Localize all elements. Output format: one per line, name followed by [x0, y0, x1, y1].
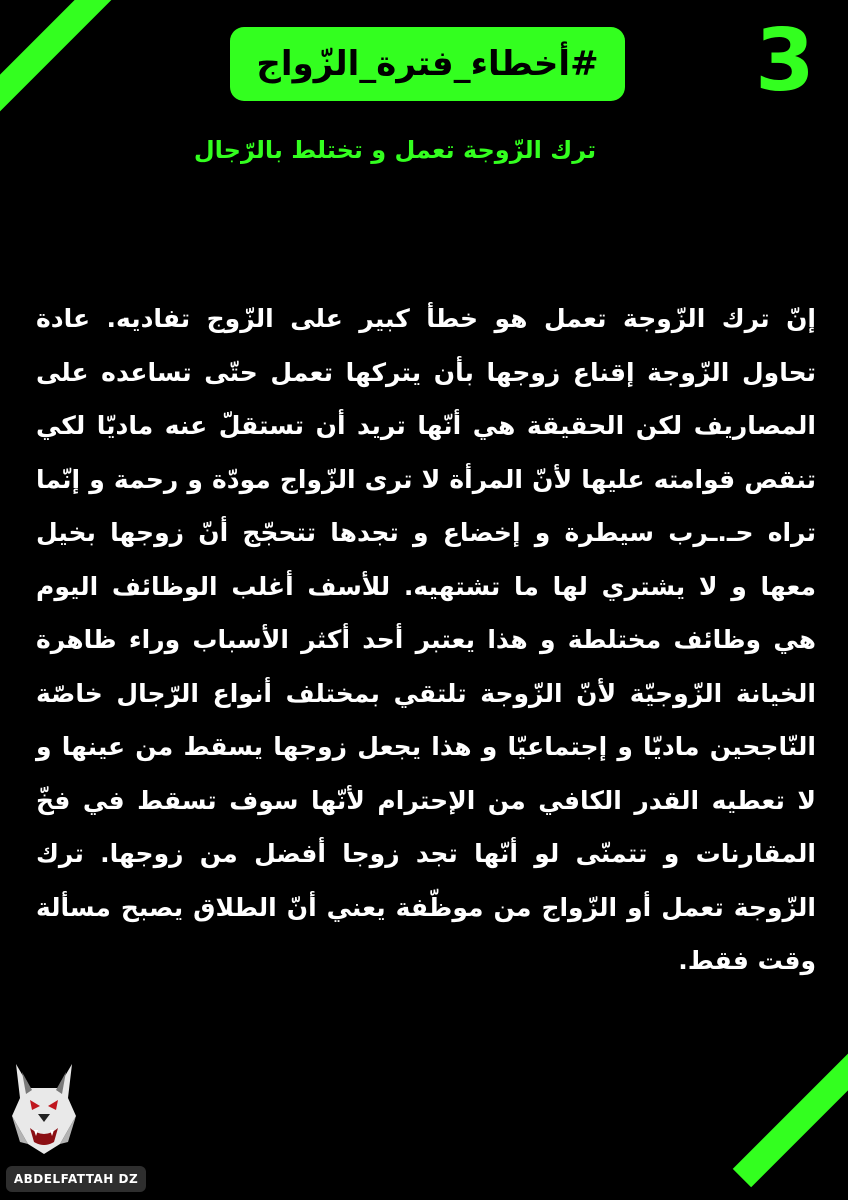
decorative-stripe-bottom-right — [733, 957, 848, 1188]
hashtag-title: #أخطاء_فترة_الزّواج — [256, 44, 599, 84]
decorative-stripe-top-left — [0, 0, 115, 208]
post-subtitle: ترك الزّوجة تعمل و تختلط بالرّجال — [193, 136, 597, 164]
brand-name: ABDELFATTAH DZ — [13, 1172, 139, 1186]
post-body: إنّ ترك الزّوجة تعمل هو خطأ كبير على الزّوج تفاديه. عادة تحاول الزّوجة إقناع زوجها بأن يتركها تعمل حتّى تساعده على المصاريف لكن الحقيقة هي أنّها تريد أن تستقلّ عنه ماديّا لكي تنقص قوامته عليها لأنّ المرأة لا ترى الزّواج مودّة و رحمة و إنّما تراه حـ.ـرب سيطرة و إخضاع و تجدها تتحجّج أنّ زوجها بخيل معها و لا يشتري لها ما تشتهيه. للأسف أغلب الوظائف اليوم هي وظائف مختلطة و هذا يعتبر أحد أكثر الأسباب وراء ظاهرة الخيانة الزّوجيّة لأنّ الزّوجة تلتقي بمختلف أنواع الرّجال خاصّة النّاجحين ماديّا و إجتماعيّا و هذا يجعل زوجها يسقط من عينها و لا تعطيه القدر الكافي من الإحترام لأنّها سوف تسقط في فخّ المقارنات و تتمنّى لو أنّها تجد زوجا أفضل من زوجها. ترك الزّوجة تعمل أو الزّواج من موظّفة يعني أنّ الطلاق يصبح مسألة وقت فقط. — [36, 304, 816, 975]
hashtag-banner — [230, 27, 625, 101]
wolf-head-icon — [8, 1058, 80, 1158]
episode-number: 3 — [755, 11, 815, 111]
brand-badge — [6, 1166, 146, 1192]
